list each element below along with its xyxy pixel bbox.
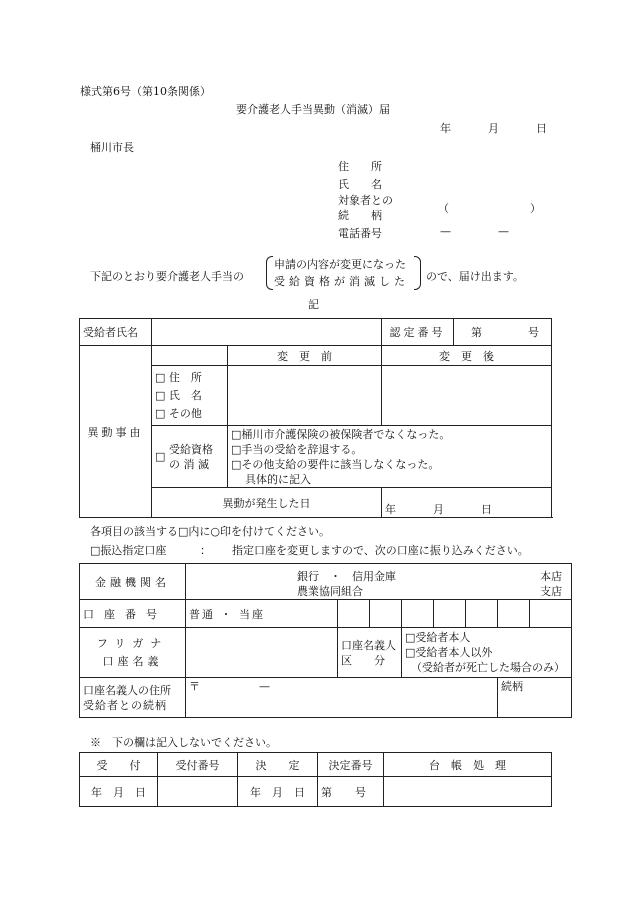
holder-option-1[interactable]: □受給者本人 [405,631,471,644]
brace-right [414,256,421,290]
qualification-box[interactable]: □ [155,450,166,463]
applicant-phone-label: 電話番号 [338,227,382,240]
bank-label: 金融機関名 [80,564,186,600]
addressee: 桶川市長 [90,141,134,154]
phone-dash-2: — [498,225,509,238]
note-2: ※ 下の欄は記入しないでください。 [90,736,277,749]
bank-type-2[interactable]: 農業協同組合 [297,584,363,598]
postal-dash: — [259,680,270,693]
cert-no-label: 認定番号 [382,319,454,346]
decision-no-value: 第 号 [318,777,384,807]
holder-class-label: 口座名義人 区 分 [338,628,402,678]
statement-suffix: ので、届け出ます。 [426,270,524,283]
branch-1[interactable]: 本店 [540,569,563,583]
applicant-name-label: 氏 名 [338,178,382,191]
brace-left [266,256,273,290]
bank-type-1[interactable]: 銀行 ・ 信用金庫 [297,569,396,583]
decision-date: 年 月 日 [238,777,318,807]
received-label: 受 付 [80,753,158,777]
change-table [79,318,552,518]
holder-option-2[interactable]: □受給者本人以外 [405,646,493,659]
account-digit-2[interactable] [370,600,402,628]
phone-dash-1: — [440,225,451,238]
account-digit-4[interactable] [434,600,466,628]
date-year: 年 [440,122,451,135]
reason-label: 異動事由 [80,346,152,518]
before-label: 変 更 前 [228,346,382,366]
relation-paren-open: （ [438,202,449,215]
date-month: 月 [488,122,499,135]
account-digit-1[interactable] [338,600,370,628]
bank-value[interactable] [186,564,572,600]
postal-mark: 〒 [189,680,200,693]
received-date: 年 月 日 [80,777,158,807]
cert-no-value[interactable] [454,319,552,346]
transfer-text: 指定口座を変更しますので、次の口座に振り込みください。 [232,544,529,557]
cert-no-go: 号 [528,326,539,339]
ledger-label: 台 帳 処 理 [384,753,552,777]
ledger-value [384,777,552,807]
statement-option-2: 受給資格が消滅した [274,275,409,288]
holder-addr-label: 口座名義人の住所 受給者との続柄 [80,678,186,718]
form-title: 要介護老人手当異動（消滅）届 [236,103,390,116]
form-number: 様式第6号（第10条関係） [80,85,211,98]
reason-address[interactable]: □ 住 所 [155,370,202,384]
recipient-name-value[interactable] [152,319,382,346]
transfer-label: □振込指定口座 [90,544,167,557]
relation-paren-close: ） [530,202,541,215]
holder-addr-value[interactable] [186,678,498,718]
qualification-cell[interactable] [152,426,228,488]
before-value[interactable] [228,366,382,426]
decision-no-label: 決定番号 [318,753,384,777]
date-day: 日 [536,122,547,135]
branch-2[interactable]: 支店 [540,584,563,598]
account-digit-3[interactable] [402,600,434,628]
office-table [79,752,552,807]
account-no-label: 口座番号 [80,600,186,628]
holder-option-3: （受給者が死亡した場合のみ） [411,661,565,674]
account-type[interactable]: 普通 ・ 当座 [186,600,338,628]
cert-no-dai: 第 [471,326,482,339]
bank-table [79,563,572,718]
statement-prefix: 下記のとおり要介護老人手当の [90,270,244,283]
recipient-name-label: 受給者氏名 [80,319,152,346]
ki-label: 記 [308,298,319,311]
reason-options[interactable] [152,366,228,426]
applicant-relation-label: 対象者との 続 柄 [338,194,393,222]
reason-header-blank [152,346,228,366]
occurred-label: 異動が発生した日 [152,488,382,518]
relation-cell[interactable] [498,678,572,718]
qual-option-1[interactable]: □桶川市介護保険の被保険者でなくなった。 [231,427,451,441]
qualification-options [228,426,552,488]
relation-label: 続柄 [501,680,523,693]
account-digit-7[interactable] [530,600,572,628]
qualification-label: 受給資格 の 消 滅 [169,442,213,471]
applicant-address-label: 住 所 [338,160,382,173]
receipt-no-label: 受付番号 [158,753,238,777]
receipt-no-value [158,777,238,807]
qual-option-4: 具体的に記入 [245,472,311,486]
holder-class-options [402,628,572,678]
reason-other[interactable]: □ その他 [155,406,202,420]
holder-name-label: フリガナ 口座名義 [80,628,186,678]
after-value[interactable] [382,366,552,426]
account-digit-6[interactable] [498,600,530,628]
qual-option-2[interactable]: □手当の受給を辞退する。 [231,442,363,456]
decision-label: 決 定 [238,753,318,777]
note-1: 各項目の該当する□内に○印を付けてください。 [90,525,330,538]
reason-name[interactable]: □ 氏 名 [155,388,202,402]
transfer-colon: ： [200,544,211,557]
holder-name-value[interactable] [186,628,338,678]
after-label: 変 更 後 [382,346,552,366]
account-digit-5[interactable] [466,600,498,628]
statement-option-1: 申請の内容が変更になった [274,258,406,271]
occurred-date[interactable]: 年 月 日 [382,488,552,518]
qual-option-3[interactable]: □その他支給の要件に該当しなくなった。 [231,457,440,471]
